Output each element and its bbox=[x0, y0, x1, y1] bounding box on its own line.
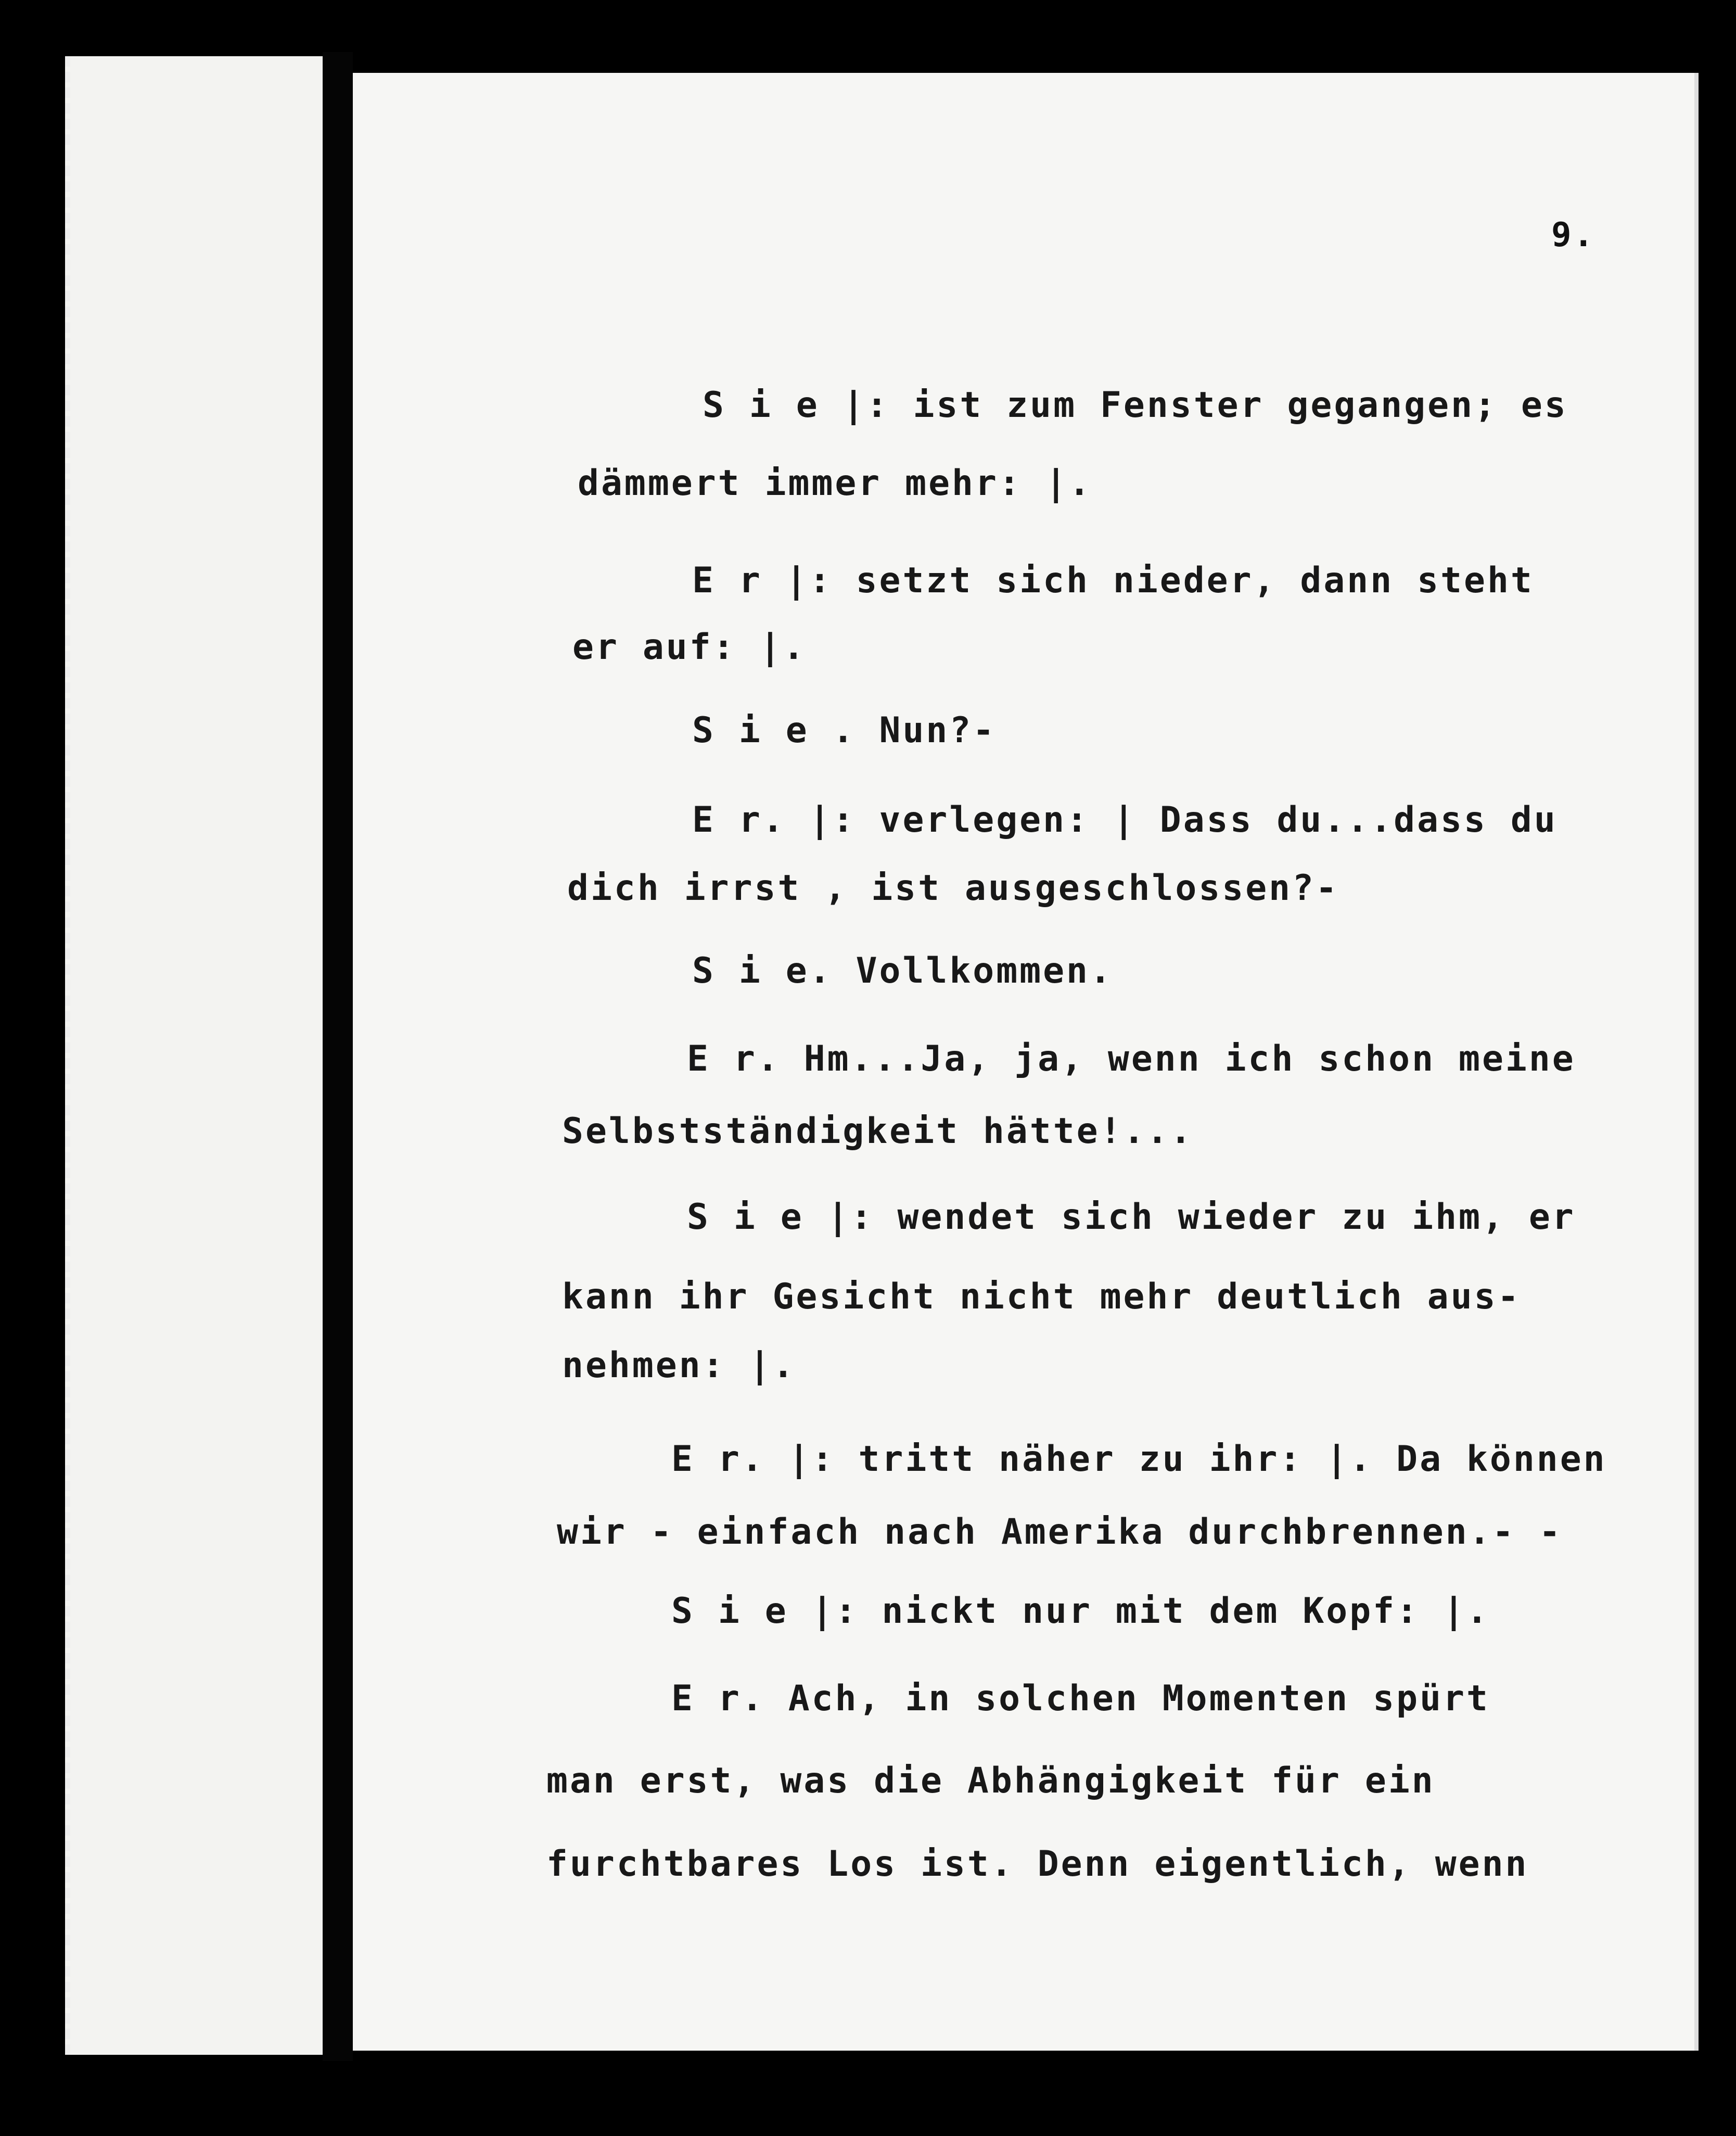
text-line-9: E r. Hm...Ja, ja, wenn ich schon meine bbox=[687, 1038, 1576, 1079]
text-line-3: E r |: setzt sich nieder, dann steht bbox=[692, 560, 1534, 601]
text-line-16: S i e |: nickt nur mit dem Kopf: |. bbox=[671, 1591, 1490, 1632]
text-line-4: er auf: |. bbox=[572, 627, 807, 668]
text-line-2: dämmert immer mehr: |. bbox=[578, 463, 1092, 504]
text-line-19: furchtbares Los ist. Denn eigentlich, wenn bbox=[546, 1843, 1529, 1885]
text-line-12: kann ihr Gesicht nicht mehr deutlich aus- bbox=[562, 1276, 1521, 1317]
text-line-15: wir - einfach nach Amerika durchbrennen.- - bbox=[557, 1511, 1563, 1553]
text-line-13: nehmen: |. bbox=[562, 1345, 796, 1386]
text-line-18: man erst, was die Abhängigkeit für ein bbox=[546, 1760, 1435, 1801]
text-line-11: S i e |: wendet sich wieder zu ihm, er bbox=[687, 1197, 1576, 1238]
text-line-1: S i e |: ist zum Fenster gegangen; es bbox=[703, 385, 1568, 426]
page-gutter bbox=[323, 52, 353, 2061]
page-number: 9. bbox=[1551, 216, 1595, 255]
left-page-strip bbox=[65, 56, 328, 2055]
text-line-14: E r. |: tritt näher zu ihr: |. Da können bbox=[671, 1439, 1607, 1480]
text-line-5: S i e . Nun?- bbox=[692, 710, 997, 751]
text-line-6: E r. |: verlegen: | Dass du...dass du bbox=[692, 799, 1558, 841]
text-line-7: dich irrst , ist ausgeschlossen?- bbox=[567, 868, 1339, 909]
text-line-10: Selbstständigkeit hätte!... bbox=[562, 1111, 1194, 1152]
text-line-17: E r. Ach, in solchen Momenten spürt bbox=[671, 1678, 1490, 1719]
text-line-8: S i e. Vollkommen. bbox=[692, 950, 1113, 991]
